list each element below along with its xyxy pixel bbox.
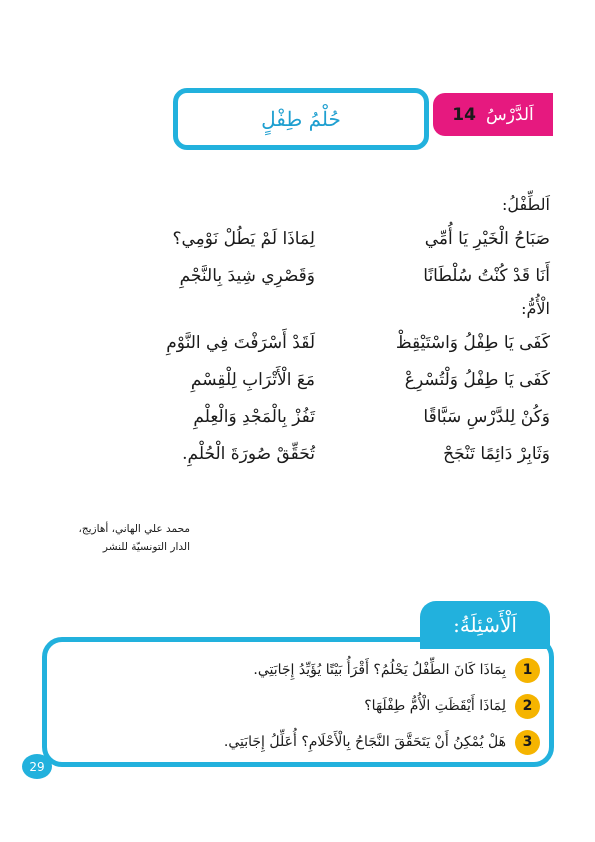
verse xyxy=(40,324,550,361)
verse xyxy=(40,398,550,435)
verse-first-half: كَفَى يَا طِفْلُ وَلْتُسْرِعْ xyxy=(404,369,550,390)
poem xyxy=(40,190,550,472)
verse-second-half: لَقَدْ أَسْرَفْتَ فِي النَّوْمِ xyxy=(166,332,315,353)
verse-first-half: كَفَى يَا طِفْلُ وَاسْتَيْقِظْ xyxy=(395,332,550,353)
verse xyxy=(40,435,550,472)
questions-heading-tab xyxy=(420,601,550,649)
source-credit xyxy=(40,520,190,556)
verse-second-half: وَقَصْرِي شِيدَ بِالنَّجْمِ xyxy=(179,265,315,286)
verse-second-half: مَعَ الْأَتْرَابِ لِلْقِسْمِ xyxy=(190,369,315,390)
lesson-tag xyxy=(433,93,553,136)
questions-heading: اَلْأَسْئِلَةُ: xyxy=(453,613,517,637)
question-item xyxy=(60,724,540,760)
verse xyxy=(40,361,550,398)
verse-first-half: صَبَاحُ الْخَيْرِ يَا أُمِّي xyxy=(424,228,550,249)
verse-first-half: أَنَا قَدْ كُنْتُ سُلْطَانًا xyxy=(423,265,550,286)
verse xyxy=(40,257,550,294)
verse xyxy=(40,220,550,257)
verse-first-half: وَكُنْ لِلدَّرْسِ سَبَّاقًا xyxy=(423,406,550,427)
verse-second-half: تُحَقِّقْ صُورَةَ الْحُلْمِ. xyxy=(182,443,315,464)
verse-second-half: تَفُزْ بِالْمَجْدِ وَالْعِلْمِ xyxy=(193,406,315,427)
speaker-child: اَلطِّفْلُ: xyxy=(501,195,550,214)
question-text: هَلْ يُمْكِنُ أَنْ يَتَحَقَّقَ النَّجَاحُ بِالْأَحْلَامِ؟ أُعَلِّلُ إِجَابَتِي. xyxy=(223,734,506,750)
verse-first-half: وَثَابِرْ دَائِمًا تَنْجَحْ xyxy=(443,443,550,464)
lesson-number: 14 xyxy=(452,104,476,125)
credit-author: محمد علي الهاني، أهازيج، xyxy=(78,523,190,535)
page-title: حُلْمُ طِفْلٍ xyxy=(261,107,341,131)
questions-list xyxy=(60,652,540,760)
question-text: لِمَاذَا أَيْقَظَتِ الْأُمُّ طِفْلَهَا؟ xyxy=(364,698,506,714)
question-item xyxy=(60,652,540,688)
speaker-mother: الْأُمُّ: xyxy=(521,299,550,318)
question-number-badge: 1 xyxy=(515,658,540,683)
verse-second-half: لِمَاذَا لَمْ يَطُلْ نَوْمِي؟ xyxy=(172,228,315,249)
title-box xyxy=(173,88,429,150)
question-item xyxy=(60,688,540,724)
question-number-badge: 2 xyxy=(515,694,540,719)
page-number: 29 xyxy=(22,754,52,779)
lesson-label: اَلدَّرْسُ xyxy=(485,104,534,125)
credit-publisher: الدار التونسيّة للنشر xyxy=(102,541,190,553)
question-text: بِمَاذَا كَانَ الطِّفْلُ يَحْلُمُ؟ أَقْرَأُ بَيْتًا يُؤَيِّدُ إِجَابَتِي. xyxy=(253,662,506,678)
question-number-badge: 3 xyxy=(515,730,540,755)
